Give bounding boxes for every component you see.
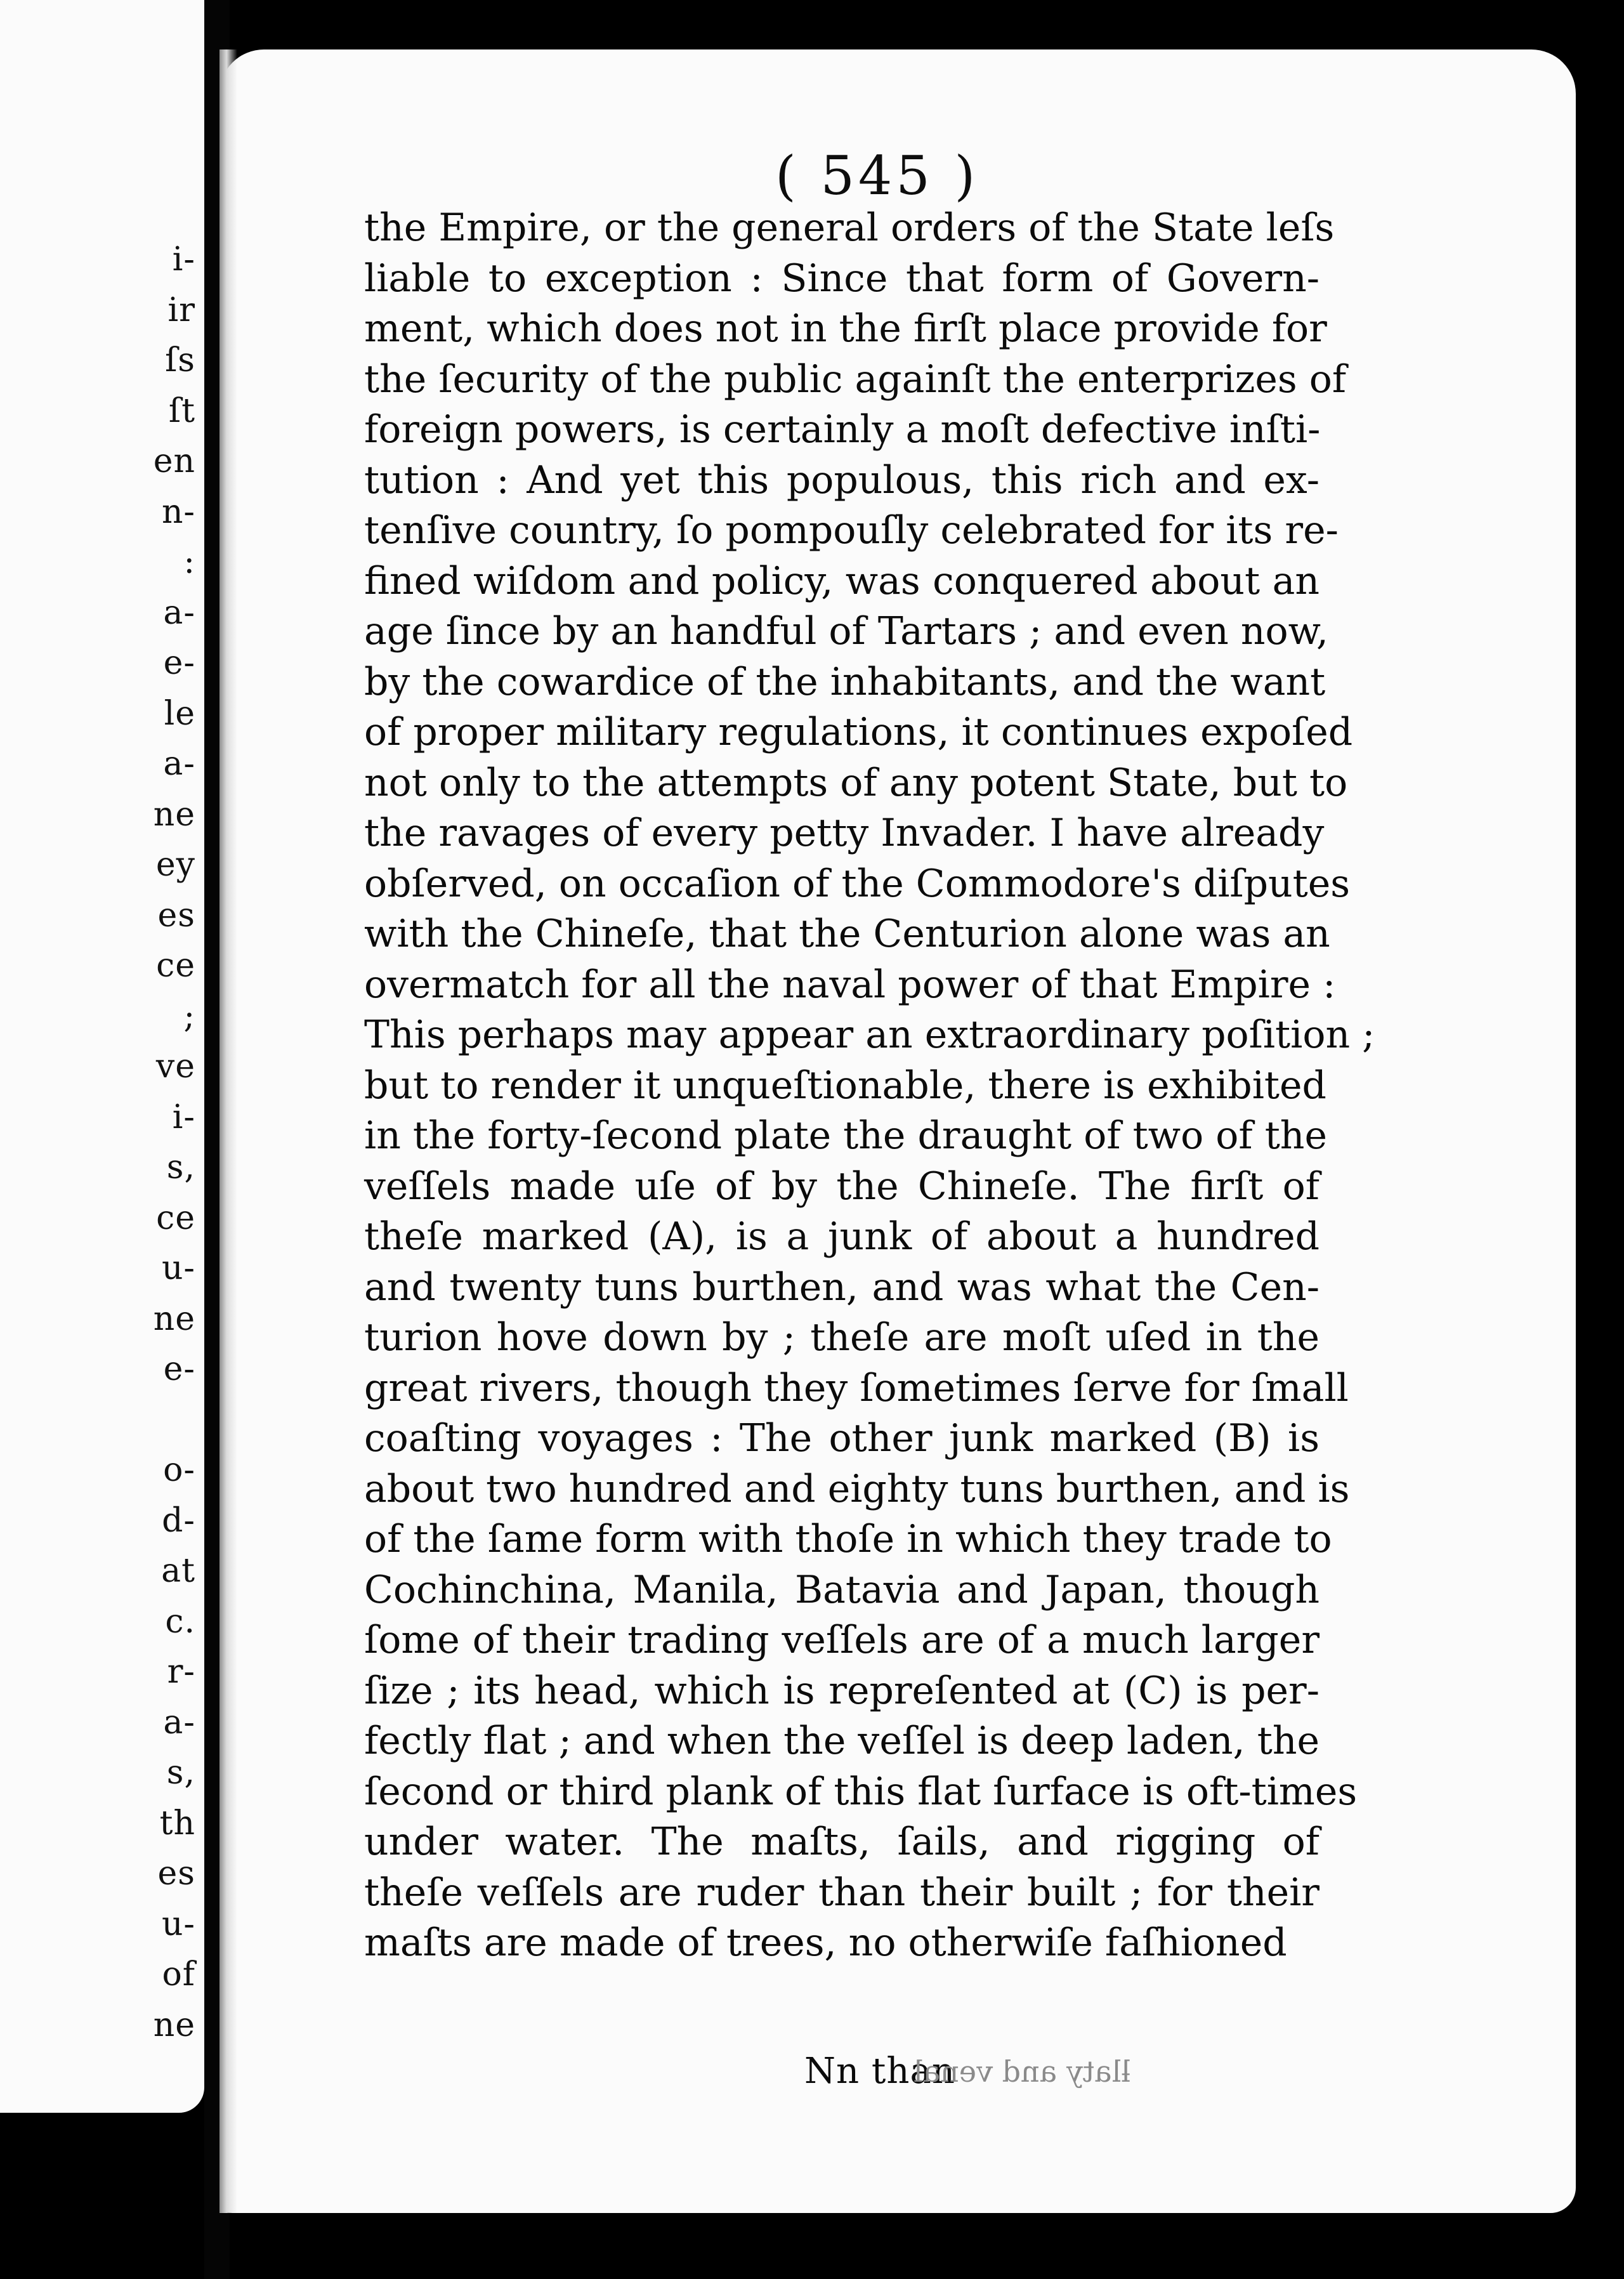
left-page-fragment: u- [161, 1249, 195, 1287]
text-line: of proper military regulations, it continues expoſed [364, 710, 1353, 754]
text-line: under water. The maſts, ſails, and rigging of [364, 1820, 1320, 1864]
text-line: of the ſame form with thoſe in which they trade to [364, 1517, 1332, 1561]
text-line: Cochinchina, Manila, Batavia and Japan, though [364, 1567, 1320, 1612]
text-line: ſecond or third plank of this flat ſurface is oft-times [364, 1769, 1358, 1814]
text-line: the ſecurity of the public againſt the enterprizes of [364, 357, 1347, 402]
left-page-fragment: ir [167, 291, 195, 329]
left-page-fragment: d- [162, 1501, 195, 1540]
left-page-fragment: ne [153, 1299, 195, 1338]
left-page-fragment: es [157, 1855, 195, 1893]
text-line: foreign powers, is certainly a moſt defective inſti- [364, 407, 1321, 452]
text-line: fined wiſdom and policy, was conquered about an [364, 558, 1320, 603]
left-page-text-fragments [154, 235, 195, 2051]
text-line: ment, which does not in the firſt place provide for [364, 306, 1327, 351]
text-line: ſome of their trading veſſels are of a much larger [364, 1618, 1320, 1662]
left-page-fragment: ne [153, 795, 195, 834]
text-line: age ſince by an handful of Tartars ; and even now, [364, 609, 1328, 653]
left-page-fragment: e- [163, 644, 195, 682]
left-page-fragment: c. [165, 1602, 195, 1641]
left-page-fragment: at [161, 1552, 195, 1590]
page-edge-shadow [219, 49, 237, 2213]
left-page-fragment: a- [163, 1703, 195, 1742]
text-line: tenſive country, ſo pompouſly celebrated for its re- [364, 508, 1339, 553]
left-page-fragment: a- [163, 593, 195, 632]
text-line: in the forty-ſecond plate the draught of two of the [364, 1113, 1327, 1158]
text-line: the ravages of every petty Invader. I have already [364, 811, 1325, 855]
text-line: theſe veſſels are ruder than their built ; for their [364, 1870, 1320, 1915]
left-page [0, 0, 204, 2113]
text-line: about two hundred and eighty tuns burthen, and is [364, 1466, 1350, 1511]
bleed-through-text: ƚlaty and venal [914, 2054, 1131, 2089]
left-page-fragment: : [183, 543, 195, 581]
text-line: tution : And yet this populous, this rich and ex- [364, 457, 1320, 502]
left-page-fragment: i- [172, 1098, 195, 1136]
left-page-fragment: es [157, 896, 195, 935]
left-page-fragment: i- [172, 240, 195, 279]
text-line: liable to exception : Since that form of Govern- [364, 256, 1320, 301]
left-page-fragment: ce [156, 1199, 195, 1237]
left-page-fragment: r- [167, 1653, 195, 1691]
text-line: great rivers, though they ſometimes ſerve for ſmall [364, 1365, 1349, 1410]
left-page-fragment: s, [166, 1148, 195, 1186]
left-page-fragment: of [162, 1955, 195, 1993]
left-page-fragment: le [164, 694, 195, 733]
text-line: theſe marked (A), is a junk of about a hundred [364, 1214, 1320, 1259]
left-page-fragment: e- [163, 1350, 195, 1388]
text-line: turion hove down by ; theſe are moſt uſed in the [364, 1315, 1320, 1360]
text-line: and twenty tuns burthen, and was what the Cen- [364, 1264, 1320, 1310]
text-line: coaſting voyages : The other junk marked (B) is [364, 1416, 1320, 1461]
text-line: not only to the attempts of any potent State, but to [364, 760, 1348, 805]
body-text [364, 203, 1375, 1969]
left-page-fragment: o- [163, 1451, 195, 1489]
text-line: maſts are made of trees, no otherwiſe faſhioned [364, 1921, 1287, 1965]
catchword: Nn than [804, 2051, 955, 2092]
text-line: veſſels made uſe of by the Chineſe. The firſt of [364, 1164, 1320, 1209]
left-page-fragment [154, 1395, 195, 1446]
left-page-fragment: ne [153, 2006, 195, 2044]
left-page-fragment: ve [155, 1048, 195, 1086]
left-page-fragment: ſs [165, 341, 195, 379]
text-line: This perhaps may appear an extraordinary poſition ; [364, 1013, 1375, 1057]
left-page-fragment: th [159, 1804, 195, 1842]
left-page-fragment: ; [183, 997, 195, 1035]
left-page-fragment: s, [166, 1754, 195, 1792]
text-line: but to render it unqueſtionable, there is exhibited [364, 1063, 1326, 1108]
text-line: the Empire, or the general orders of the State leſs [364, 206, 1335, 250]
left-page-fragment: u- [161, 1905, 195, 1943]
left-page-fragment: ey [155, 846, 195, 884]
text-line: with the Chineſe, that the Centurion alone was an [364, 912, 1330, 956]
left-page-fragment: n- [161, 492, 195, 531]
text-line: ſize ; its head, which is repreſented at (C) is per- [364, 1668, 1320, 1713]
text-line: overmatch for all the naval power of that Empire : [364, 962, 1336, 1007]
page-number: ( 545 ) [775, 145, 979, 207]
left-page-fragment: en [153, 442, 195, 480]
left-page-fragment: a- [163, 745, 195, 783]
text-line: obſerved, on occaſion of the Commodore's diſputes [364, 861, 1351, 906]
text-line: by the cowardice of the inhabitants, and the want [364, 659, 1326, 704]
left-page-fragment: ce [156, 947, 195, 985]
left-page-fragment: ſt [168, 391, 195, 430]
text-line: fectly flat ; and when the veſſel is deep laden, the [364, 1719, 1320, 1763]
